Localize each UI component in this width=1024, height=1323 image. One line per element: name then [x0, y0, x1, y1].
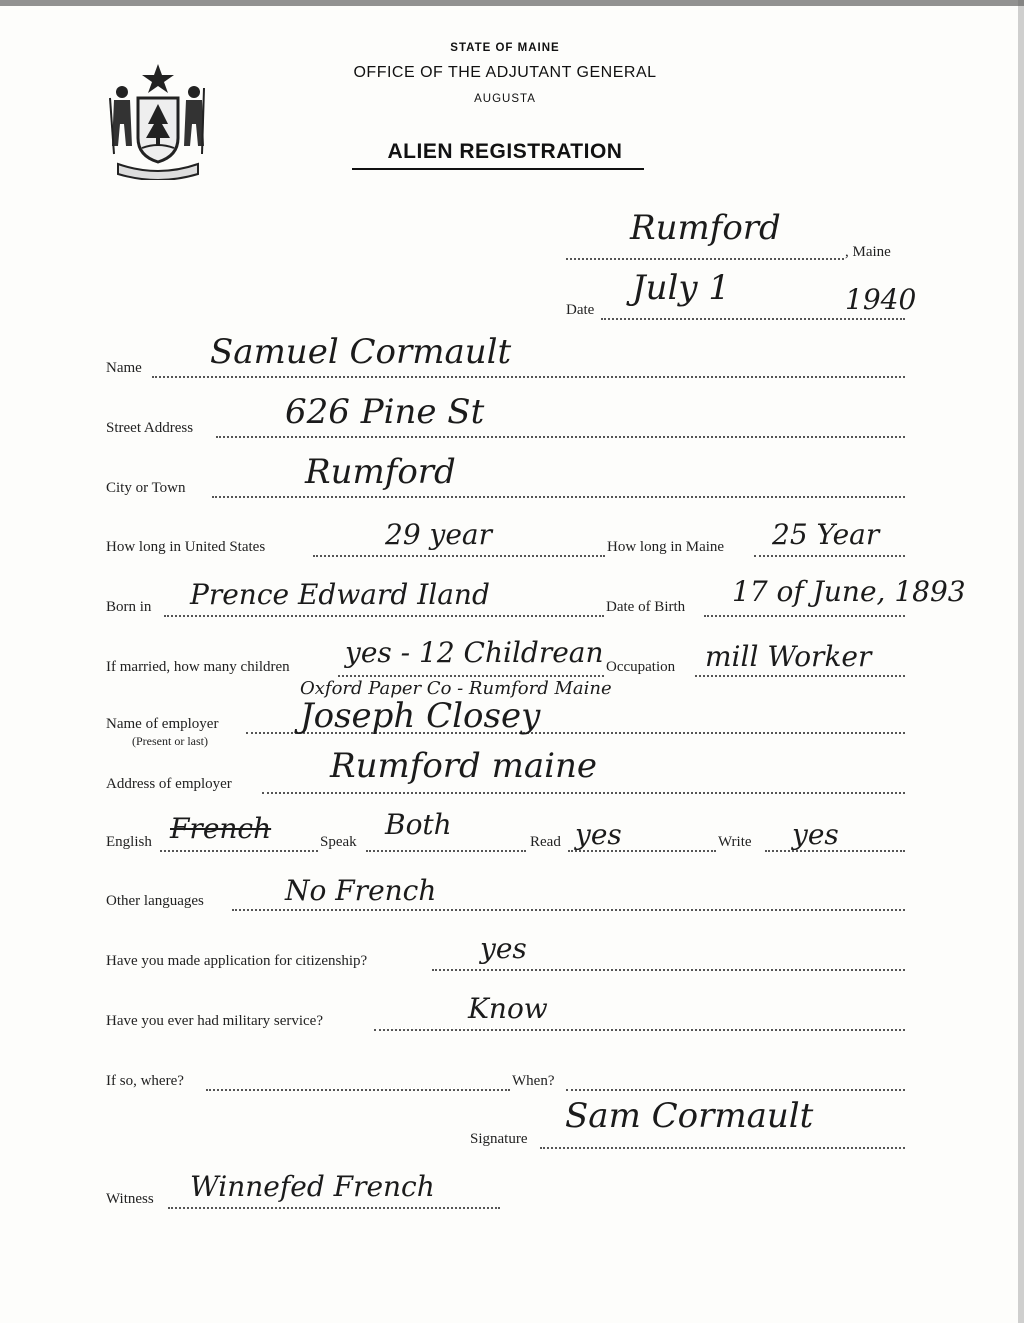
employer-address-value: Rumford maine	[330, 746, 598, 786]
military-label: Have you ever had military service?	[106, 1013, 323, 1029]
employer-sublabel: (Present or last)	[132, 734, 208, 748]
street-line	[216, 436, 905, 438]
city-value: Rumford	[305, 452, 456, 492]
write-value: yes	[792, 818, 839, 851]
title-underline	[352, 168, 644, 170]
state-of-maine-seal-icon	[104, 58, 212, 180]
date-value-day: July 1	[632, 268, 731, 308]
born-in-value: Prence Edward Iland	[190, 578, 490, 611]
name-line	[152, 376, 905, 378]
years-maine-label: How long in Maine	[607, 539, 725, 555]
scan-top-edge	[0, 0, 1024, 6]
dob-value: 17 of June, 1893	[732, 575, 966, 608]
children-label: If married, how many children	[106, 659, 290, 675]
occupation-label: Occupation	[606, 659, 676, 675]
english-line	[160, 850, 318, 852]
children-value: yes - 12 Childrean	[345, 636, 604, 669]
other-languages-line	[232, 909, 905, 911]
witness-line	[168, 1207, 500, 1209]
when-line	[566, 1089, 905, 1091]
occupation-line	[695, 675, 905, 677]
born-in-label: Born in	[106, 599, 152, 615]
employer-address-label: Address of employer	[106, 776, 232, 792]
read-label: Read	[530, 834, 561, 850]
when-label: When?	[512, 1073, 555, 1089]
header-office: OFFICE OF THE ADJUTANT GENERAL	[353, 64, 657, 81]
military-value: Know	[468, 992, 548, 1025]
dob-line	[704, 615, 905, 617]
other-languages-label: Other languages	[106, 893, 204, 909]
witness-label: Witness	[106, 1191, 154, 1207]
write-label: Write	[718, 834, 752, 850]
header-city: AUGUSTA	[474, 93, 536, 105]
years-us-value: 29 year	[385, 518, 492, 551]
speak-value: Both	[385, 808, 452, 841]
city-label: City or Town	[106, 480, 186, 496]
other-languages-value: No French	[285, 874, 437, 907]
witness-value: Winnefed French	[190, 1170, 435, 1203]
place-suffix-label: , Maine	[845, 244, 891, 260]
military-line	[374, 1029, 905, 1031]
read-value: yes	[575, 818, 622, 851]
employer-value: Joseph Closey	[300, 696, 541, 736]
years-maine-value: 25 Year	[772, 518, 880, 551]
children-line	[338, 675, 604, 677]
form-title: ALIEN REGISTRATION	[387, 140, 623, 163]
dob-label: Date of Birth	[606, 599, 686, 615]
english-value: French	[170, 812, 272, 845]
name-value: Samuel Cormault	[210, 332, 512, 372]
street-value: 626 Pine St	[285, 392, 485, 432]
where-label: If so, where?	[106, 1073, 184, 1089]
speak-label: Speak	[320, 834, 357, 850]
name-label: Name	[106, 360, 142, 376]
header-state: STATE OF MAINE	[450, 42, 560, 54]
employer-address-line	[262, 792, 905, 794]
date-value-year: 1940	[845, 283, 917, 316]
employer-value-above: Oxford Paper Co - Rumford Maine	[300, 678, 612, 699]
years-us-line	[313, 555, 605, 557]
signature-label: Signature	[470, 1131, 528, 1147]
place-value: Rumford	[630, 208, 781, 248]
years-maine-line	[754, 555, 905, 557]
citizenship-label: Have you made application for citizenship?	[106, 953, 368, 969]
years-us-label: How long in United States	[106, 539, 266, 555]
born-in-line	[164, 615, 604, 617]
signature-value: Sam Cormault	[565, 1096, 814, 1136]
place-line	[566, 258, 844, 260]
date-label: Date	[566, 302, 595, 318]
signature-line	[540, 1147, 905, 1149]
occupation-value: mill Worker	[705, 640, 872, 673]
scan-right-edge	[1018, 0, 1024, 1323]
city-line	[212, 496, 905, 498]
date-line	[601, 318, 905, 320]
speak-line	[366, 850, 526, 852]
english-label: English	[106, 834, 152, 850]
citizenship-line	[432, 969, 905, 971]
employer-label: Name of employer	[106, 716, 219, 732]
where-line	[206, 1089, 510, 1091]
street-label: Street Address	[106, 420, 194, 436]
citizenship-value: yes	[480, 932, 527, 965]
